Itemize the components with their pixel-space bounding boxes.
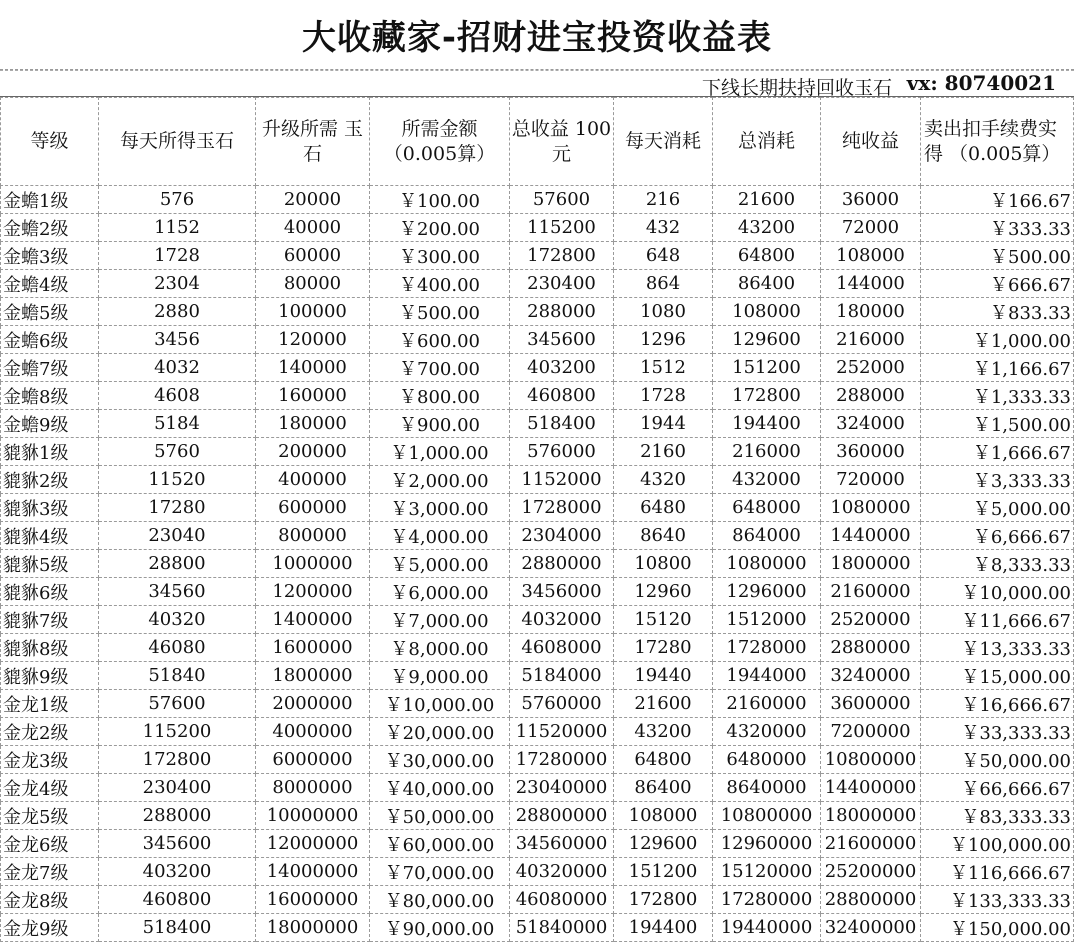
cell-cost: ￥200.00 [370, 214, 510, 242]
cell-net-income: 1800000 [821, 550, 921, 578]
cell-cost: ￥30,000.00 [370, 746, 510, 774]
cell-cost: ￥7,000.00 [370, 606, 510, 634]
cell-daily-consume: 17280 [614, 634, 713, 662]
cell-total-consume: 86400 [713, 270, 821, 298]
table-row [1, 522, 1074, 550]
cell-daily-consume: 1080 [614, 298, 713, 326]
cell-daily-consume: 6480 [614, 494, 713, 522]
cell-total-income: 5184000 [510, 662, 614, 690]
cell-cost: ￥3,000.00 [370, 494, 510, 522]
cell-level: 貔貅2级 [1, 466, 99, 494]
cell-total-consume: 64800 [713, 242, 821, 270]
cell-sell-net: ￥50,000.00 [921, 746, 1074, 774]
cell-total-consume: 108000 [713, 298, 821, 326]
cell-upgrade-jade: 100000 [256, 298, 370, 326]
table-row [1, 494, 1074, 522]
cell-sell-net: ￥66,666.67 [921, 774, 1074, 802]
cell-total-income: 115200 [510, 214, 614, 242]
cell-cost: ￥50,000.00 [370, 802, 510, 830]
cell-level: 金蟾8级 [1, 382, 99, 410]
cell-daily-jade: 2304 [99, 270, 256, 298]
cell-total-income: 230400 [510, 270, 614, 298]
cell-upgrade-jade: 2000000 [256, 690, 370, 718]
cell-net-income: 28800000 [821, 886, 921, 914]
cell-cost: ￥4,000.00 [370, 522, 510, 550]
cell-sell-net: ￥833.33 [921, 298, 1074, 326]
cell-total-income: 57600 [510, 186, 614, 214]
cell-cost: ￥900.00 [370, 410, 510, 438]
cell-daily-consume: 19440 [614, 662, 713, 690]
cell-total-income: 288000 [510, 298, 614, 326]
cell-upgrade-jade: 160000 [256, 382, 370, 410]
cell-cost: ￥20,000.00 [370, 718, 510, 746]
cell-net-income: 144000 [821, 270, 921, 298]
cell-daily-consume: 12960 [614, 578, 713, 606]
cell-net-income: 3240000 [821, 662, 921, 690]
cell-sell-net: ￥100,000.00 [921, 830, 1074, 858]
cell-upgrade-jade: 400000 [256, 466, 370, 494]
cell-daily-consume: 15120 [614, 606, 713, 634]
cell-total-income: 23040000 [510, 774, 614, 802]
cell-total-income: 2304000 [510, 522, 614, 550]
cell-level: 貔貅3级 [1, 494, 99, 522]
table-row [1, 914, 1074, 942]
cell-upgrade-jade: 8000000 [256, 774, 370, 802]
cell-daily-consume: 864 [614, 270, 713, 298]
cell-total-income: 460800 [510, 382, 614, 410]
table-row [1, 606, 1074, 634]
cell-sell-net: ￥500.00 [921, 242, 1074, 270]
cell-sell-net: ￥5,000.00 [921, 494, 1074, 522]
table-row [1, 830, 1074, 858]
cell-total-income: 28800000 [510, 802, 614, 830]
table-body [1, 186, 1074, 942]
cell-net-income: 324000 [821, 410, 921, 438]
contact-vx: vx: 80740021 [906, 71, 1056, 95]
cell-total-consume: 432000 [713, 466, 821, 494]
cell-net-income: 25200000 [821, 858, 921, 886]
cell-total-income: 46080000 [510, 886, 614, 914]
cell-level: 金蟾1级 [1, 186, 99, 214]
cell-total-consume: 1296000 [713, 578, 821, 606]
header-total-consume: 总消耗 [713, 98, 821, 186]
cell-net-income: 36000 [821, 186, 921, 214]
cell-total-consume: 10800000 [713, 802, 821, 830]
cell-upgrade-jade: 120000 [256, 326, 370, 354]
cell-daily-consume: 432 [614, 214, 713, 242]
cell-daily-jade: 34560 [99, 578, 256, 606]
cell-cost: ￥500.00 [370, 298, 510, 326]
cell-net-income: 1440000 [821, 522, 921, 550]
cell-total-income: 3456000 [510, 578, 614, 606]
cell-cost: ￥5,000.00 [370, 550, 510, 578]
cell-level: 貔貅7级 [1, 606, 99, 634]
cell-total-consume: 6480000 [713, 746, 821, 774]
cell-cost: ￥700.00 [370, 354, 510, 382]
cell-upgrade-jade: 20000 [256, 186, 370, 214]
table-row [1, 886, 1074, 914]
cell-daily-consume: 43200 [614, 718, 713, 746]
cell-net-income: 180000 [821, 298, 921, 326]
cell-total-income: 40320000 [510, 858, 614, 886]
recycle-note: 下线长期扶持回收玉石 [701, 77, 892, 99]
cell-daily-jade: 17280 [99, 494, 256, 522]
table-row [1, 578, 1074, 606]
cell-daily-consume: 1296 [614, 326, 713, 354]
cell-daily-jade: 403200 [99, 858, 256, 886]
cell-upgrade-jade: 16000000 [256, 886, 370, 914]
cell-net-income: 3600000 [821, 690, 921, 718]
table-row [1, 858, 1074, 886]
table-row [1, 634, 1074, 662]
cell-upgrade-jade: 4000000 [256, 718, 370, 746]
cell-sell-net: ￥1,500.00 [921, 410, 1074, 438]
cell-level: 貔貅4级 [1, 522, 99, 550]
cell-upgrade-jade: 6000000 [256, 746, 370, 774]
cell-total-income: 1152000 [510, 466, 614, 494]
cell-daily-jade: 11520 [99, 466, 256, 494]
cell-total-consume: 12960000 [713, 830, 821, 858]
table-row [1, 214, 1074, 242]
cell-sell-net: ￥1,166.67 [921, 354, 1074, 382]
cell-level: 金蟾3级 [1, 242, 99, 270]
cell-sell-net: ￥116,666.67 [921, 858, 1074, 886]
cell-sell-net: ￥133,333.33 [921, 886, 1074, 914]
header-net-income: 纯收益 [821, 98, 921, 186]
cell-sell-net: ￥83,333.33 [921, 802, 1074, 830]
cell-total-consume: 151200 [713, 354, 821, 382]
cell-daily-jade: 57600 [99, 690, 256, 718]
cell-cost: ￥100.00 [370, 186, 510, 214]
cell-daily-consume: 1728 [614, 382, 713, 410]
cell-upgrade-jade: 140000 [256, 354, 370, 382]
cell-total-consume: 43200 [713, 214, 821, 242]
cell-net-income: 32400000 [821, 914, 921, 942]
cell-daily-consume: 4320 [614, 466, 713, 494]
cell-daily-jade: 1728 [99, 242, 256, 270]
cell-sell-net: ￥666.67 [921, 270, 1074, 298]
cell-net-income: 108000 [821, 242, 921, 270]
sheet-title: 大收藏家-招财进宝投资收益表 [0, 0, 1074, 70]
table-row [1, 774, 1074, 802]
cell-daily-consume: 1944 [614, 410, 713, 438]
cell-cost: ￥60,000.00 [370, 830, 510, 858]
cell-cost: ￥40,000.00 [370, 774, 510, 802]
cell-upgrade-jade: 180000 [256, 410, 370, 438]
cell-total-consume: 194400 [713, 410, 821, 438]
cell-daily-consume: 648 [614, 242, 713, 270]
cell-upgrade-jade: 18000000 [256, 914, 370, 942]
cell-level: 貔貅5级 [1, 550, 99, 578]
table-row [1, 662, 1074, 690]
cell-cost: ￥90,000.00 [370, 914, 510, 942]
cell-daily-jade: 4032 [99, 354, 256, 382]
cell-total-consume: 17280000 [713, 886, 821, 914]
cell-net-income: 7200000 [821, 718, 921, 746]
cell-level: 貔貅8级 [1, 634, 99, 662]
cell-upgrade-jade: 1400000 [256, 606, 370, 634]
cell-cost: ￥300.00 [370, 242, 510, 270]
cell-total-consume: 1512000 [713, 606, 821, 634]
cell-net-income: 2160000 [821, 578, 921, 606]
cell-net-income: 2880000 [821, 634, 921, 662]
cell-sell-net: ￥6,666.67 [921, 522, 1074, 550]
cell-total-consume: 1944000 [713, 662, 821, 690]
cell-net-income: 18000000 [821, 802, 921, 830]
table-row [1, 270, 1074, 298]
cell-net-income: 360000 [821, 438, 921, 466]
cell-net-income: 1080000 [821, 494, 921, 522]
cell-daily-jade: 288000 [99, 802, 256, 830]
cell-upgrade-jade: 40000 [256, 214, 370, 242]
cell-total-income: 11520000 [510, 718, 614, 746]
table-row [1, 802, 1074, 830]
cell-sell-net: ￥15,000.00 [921, 662, 1074, 690]
cell-sell-net: ￥333.33 [921, 214, 1074, 242]
cell-daily-jade: 23040 [99, 522, 256, 550]
cell-total-consume: 864000 [713, 522, 821, 550]
cell-upgrade-jade: 600000 [256, 494, 370, 522]
table-row [1, 354, 1074, 382]
cell-level: 金龙7级 [1, 858, 99, 886]
header-upgrade-jade: 升级所需 玉石 [256, 98, 370, 186]
cell-total-income: 51840000 [510, 914, 614, 942]
cell-net-income: 14400000 [821, 774, 921, 802]
cell-net-income: 10800000 [821, 746, 921, 774]
cell-level: 金龙5级 [1, 802, 99, 830]
cell-total-income: 2880000 [510, 550, 614, 578]
cell-sell-net: ￥33,333.33 [921, 718, 1074, 746]
cell-upgrade-jade: 12000000 [256, 830, 370, 858]
cell-daily-consume: 108000 [614, 802, 713, 830]
header-level: 等级 [1, 98, 99, 186]
cell-daily-consume: 2160 [614, 438, 713, 466]
cell-level: 金蟾4级 [1, 270, 99, 298]
cell-total-consume: 19440000 [713, 914, 821, 942]
cell-daily-jade: 460800 [99, 886, 256, 914]
cell-cost: ￥10,000.00 [370, 690, 510, 718]
cell-daily-jade: 172800 [99, 746, 256, 774]
cell-daily-consume: 21600 [614, 690, 713, 718]
cell-level: 金蟾2级 [1, 214, 99, 242]
cell-sell-net: ￥8,333.33 [921, 550, 1074, 578]
table-row [1, 746, 1074, 774]
cell-daily-jade: 230400 [99, 774, 256, 802]
cell-daily-consume: 1512 [614, 354, 713, 382]
cell-daily-jade: 46080 [99, 634, 256, 662]
cell-upgrade-jade: 80000 [256, 270, 370, 298]
cell-total-consume: 8640000 [713, 774, 821, 802]
table-row [1, 550, 1074, 578]
cell-level: 金蟾9级 [1, 410, 99, 438]
cell-net-income: 216000 [821, 326, 921, 354]
cell-total-consume: 648000 [713, 494, 821, 522]
cell-level: 金蟾7级 [1, 354, 99, 382]
cell-total-income: 4608000 [510, 634, 614, 662]
header-row [1, 98, 1074, 186]
cell-cost: ￥400.00 [370, 270, 510, 298]
cell-sell-net: ￥1,333.33 [921, 382, 1074, 410]
cell-total-income: 172800 [510, 242, 614, 270]
cell-daily-consume: 194400 [614, 914, 713, 942]
cell-level: 貔貅9级 [1, 662, 99, 690]
table-row [1, 298, 1074, 326]
cell-daily-jade: 40320 [99, 606, 256, 634]
cell-net-income: 252000 [821, 354, 921, 382]
cell-daily-jade: 2880 [99, 298, 256, 326]
cell-daily-jade: 345600 [99, 830, 256, 858]
cell-net-income: 21600000 [821, 830, 921, 858]
cell-total-consume: 1728000 [713, 634, 821, 662]
header-daily-consume: 每天消耗 [614, 98, 713, 186]
cell-upgrade-jade: 1800000 [256, 662, 370, 690]
cell-total-consume: 21600 [713, 186, 821, 214]
income-table [0, 97, 1074, 942]
cell-net-income: 2520000 [821, 606, 921, 634]
cell-daily-jade: 4608 [99, 382, 256, 410]
cell-daily-jade: 28800 [99, 550, 256, 578]
cell-cost: ￥800.00 [370, 382, 510, 410]
cell-total-income: 345600 [510, 326, 614, 354]
cell-cost: ￥6,000.00 [370, 578, 510, 606]
cell-sell-net: ￥16,666.67 [921, 690, 1074, 718]
table-row [1, 326, 1074, 354]
cell-daily-consume: 10800 [614, 550, 713, 578]
cell-total-income: 518400 [510, 410, 614, 438]
table-row [1, 186, 1074, 214]
cell-total-consume: 4320000 [713, 718, 821, 746]
table-row [1, 382, 1074, 410]
subtitle-row [0, 70, 1074, 97]
cell-upgrade-jade: 60000 [256, 242, 370, 270]
cell-daily-jade: 3456 [99, 326, 256, 354]
cell-upgrade-jade: 14000000 [256, 858, 370, 886]
cell-net-income: 720000 [821, 466, 921, 494]
cell-level: 金龙6级 [1, 830, 99, 858]
cell-sell-net: ￥166.67 [921, 186, 1074, 214]
cell-total-income: 4032000 [510, 606, 614, 634]
cell-total-income: 34560000 [510, 830, 614, 858]
header-daily-jade: 每天所得玉石 [99, 98, 256, 186]
cell-total-income: 403200 [510, 354, 614, 382]
cell-level: 金龙1级 [1, 690, 99, 718]
cell-level: 金龙2级 [1, 718, 99, 746]
cell-level: 金龙4级 [1, 774, 99, 802]
cell-daily-consume: 172800 [614, 886, 713, 914]
cell-daily-jade: 51840 [99, 662, 256, 690]
cell-net-income: 288000 [821, 382, 921, 410]
cell-sell-net: ￥11,666.67 [921, 606, 1074, 634]
cell-daily-jade: 576 [99, 186, 256, 214]
cell-level: 金龙3级 [1, 746, 99, 774]
table-row [1, 438, 1074, 466]
cell-upgrade-jade: 1000000 [256, 550, 370, 578]
cell-sell-net: ￥13,333.33 [921, 634, 1074, 662]
table-row [1, 690, 1074, 718]
cell-sell-net: ￥3,333.33 [921, 466, 1074, 494]
table-row [1, 466, 1074, 494]
cell-upgrade-jade: 1600000 [256, 634, 370, 662]
table-row [1, 242, 1074, 270]
cell-total-consume: 172800 [713, 382, 821, 410]
cell-cost: ￥70,000.00 [370, 858, 510, 886]
cell-daily-consume: 86400 [614, 774, 713, 802]
cell-upgrade-jade: 200000 [256, 438, 370, 466]
cell-total-income: 576000 [510, 438, 614, 466]
cell-sell-net: ￥1,000.00 [921, 326, 1074, 354]
cell-net-income: 72000 [821, 214, 921, 242]
cell-daily-jade: 518400 [99, 914, 256, 942]
cell-daily-jade: 5184 [99, 410, 256, 438]
cell-daily-jade: 1152 [99, 214, 256, 242]
cell-cost: ￥1,000.00 [370, 438, 510, 466]
header-total-income: 总收益 100元 [510, 98, 614, 186]
cell-cost: ￥2,000.00 [370, 466, 510, 494]
cell-level: 貔貅1级 [1, 438, 99, 466]
cell-daily-consume: 8640 [614, 522, 713, 550]
cell-daily-jade: 115200 [99, 718, 256, 746]
cell-daily-consume: 216 [614, 186, 713, 214]
cell-upgrade-jade: 10000000 [256, 802, 370, 830]
cell-sell-net: ￥1,666.67 [921, 438, 1074, 466]
cell-level: 金龙9级 [1, 914, 99, 942]
cell-daily-jade: 5760 [99, 438, 256, 466]
cell-total-consume: 129600 [713, 326, 821, 354]
cell-sell-net: ￥10,000.00 [921, 578, 1074, 606]
cell-total-consume: 15120000 [713, 858, 821, 886]
cell-cost: ￥600.00 [370, 326, 510, 354]
cell-level: 金蟾5级 [1, 298, 99, 326]
cell-cost: ￥9,000.00 [370, 662, 510, 690]
cell-daily-consume: 64800 [614, 746, 713, 774]
cell-upgrade-jade: 800000 [256, 522, 370, 550]
cell-cost: ￥8,000.00 [370, 634, 510, 662]
cell-total-income: 1728000 [510, 494, 614, 522]
table-row [1, 410, 1074, 438]
cell-level: 貔貅6级 [1, 578, 99, 606]
header-sell-net: 卖出扣手续费实得 （0.005算） [921, 98, 1074, 186]
cell-level: 金蟾6级 [1, 326, 99, 354]
cell-total-consume: 2160000 [713, 690, 821, 718]
cell-total-income: 17280000 [510, 746, 614, 774]
cell-total-income: 5760000 [510, 690, 614, 718]
table-row [1, 718, 1074, 746]
cell-sell-net: ￥150,000.00 [921, 914, 1074, 942]
cell-upgrade-jade: 1200000 [256, 578, 370, 606]
cell-cost: ￥80,000.00 [370, 886, 510, 914]
cell-daily-consume: 129600 [614, 830, 713, 858]
header-cost: 所需金额 （0.005算） [370, 98, 510, 186]
cell-daily-consume: 151200 [614, 858, 713, 886]
cell-total-consume: 1080000 [713, 550, 821, 578]
cell-total-consume: 216000 [713, 438, 821, 466]
cell-level: 金龙8级 [1, 886, 99, 914]
